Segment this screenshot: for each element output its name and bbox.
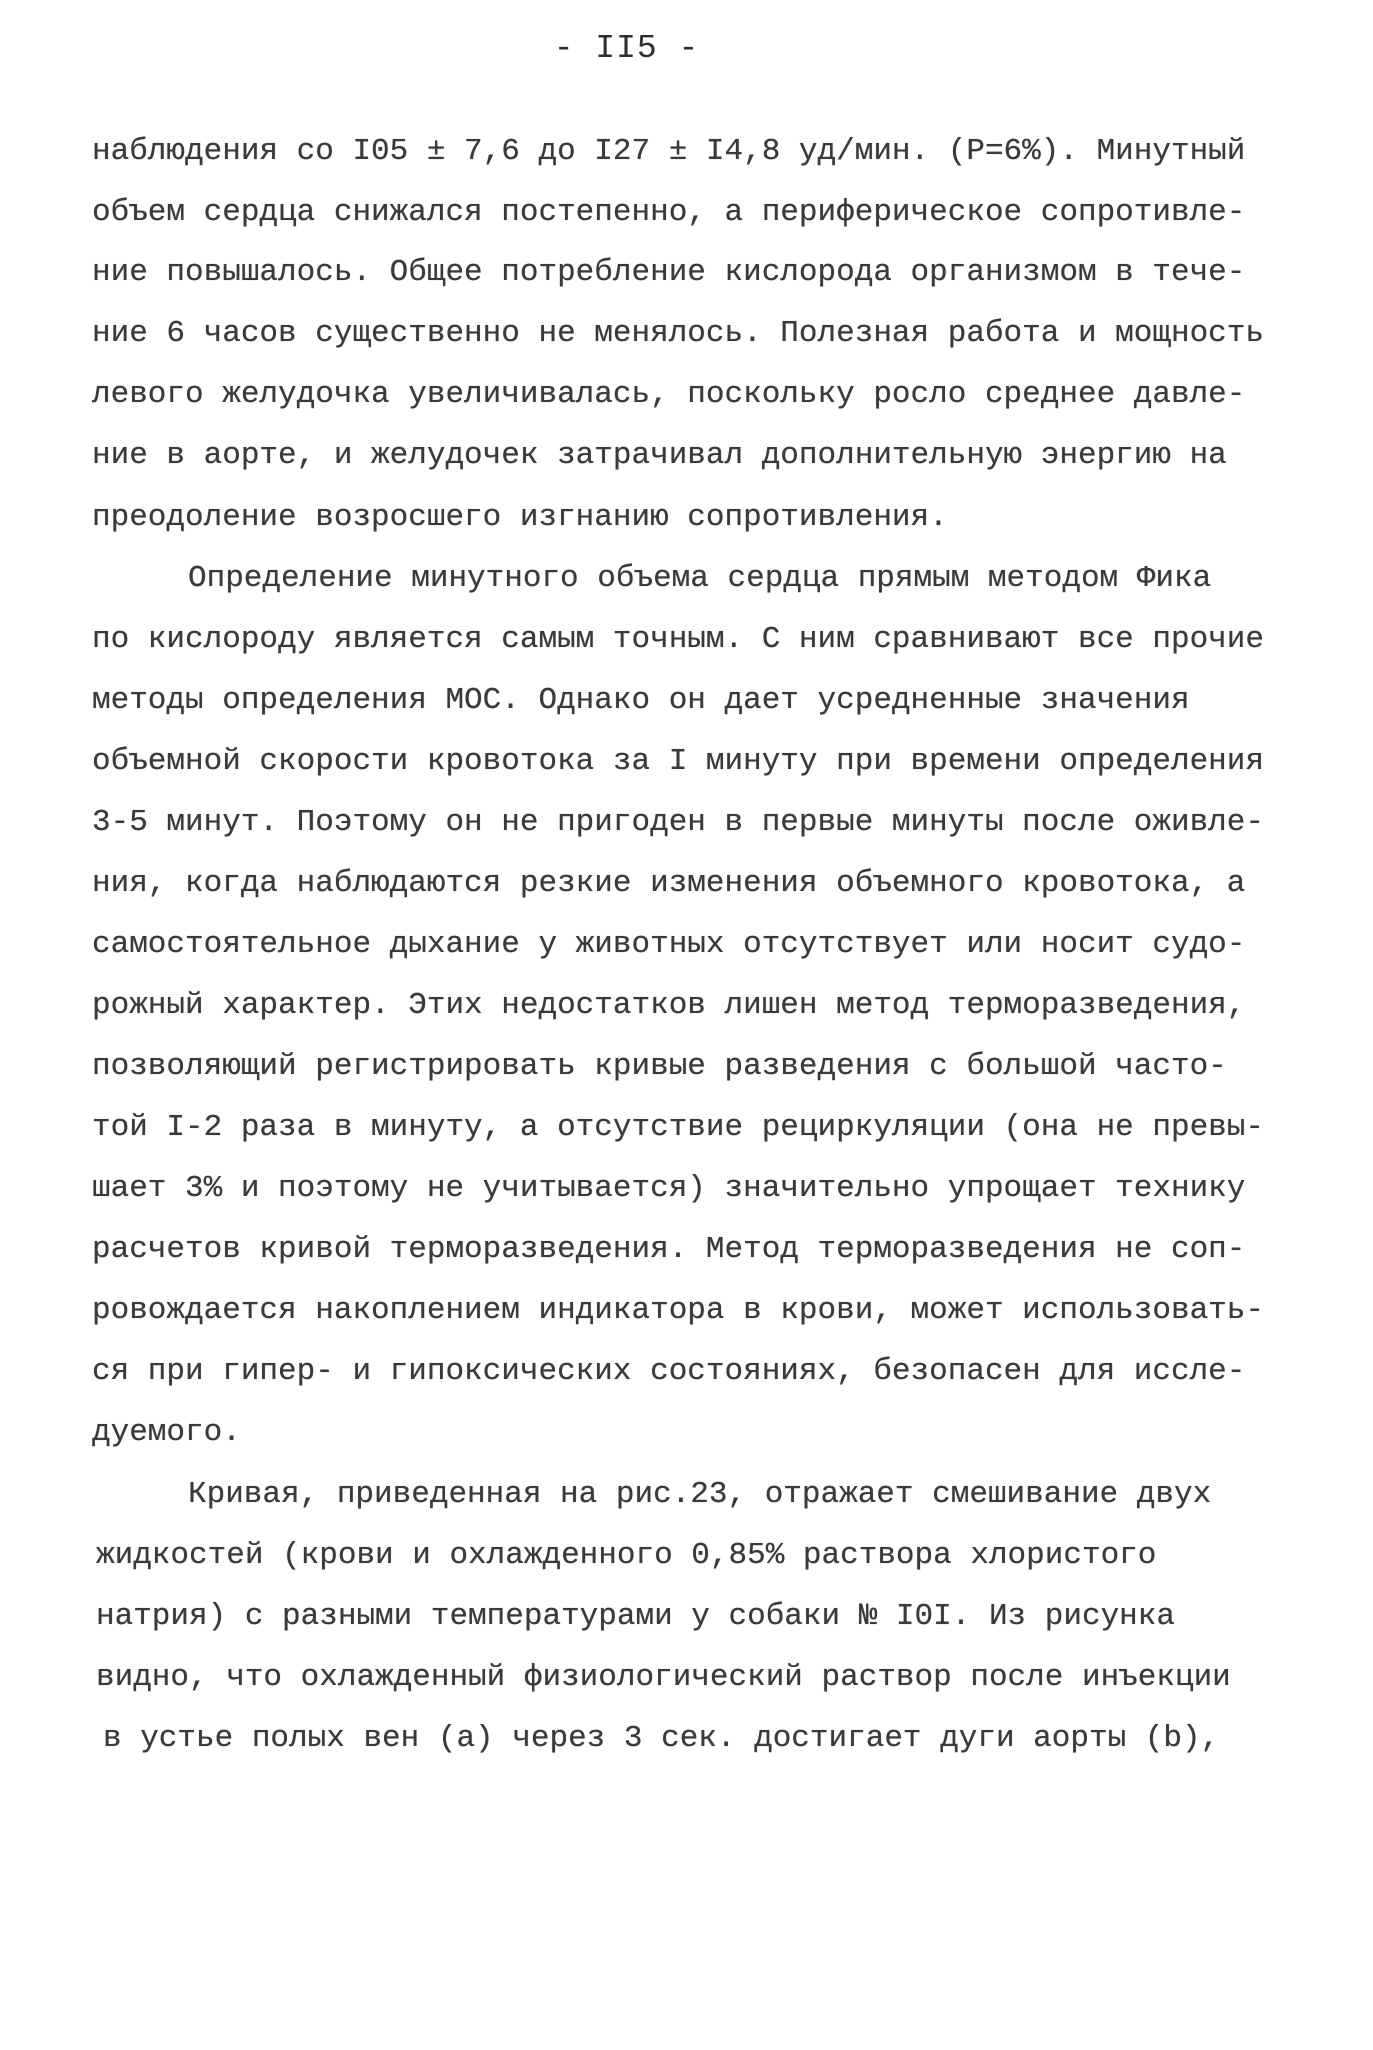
text-line: ся при гипер- и гипоксических состояниях, безопасен для иссле- [92, 1354, 1246, 1389]
text-line: левого желудочка увеличивалась, поскольку росло среднее давле- [92, 377, 1246, 412]
text-line: объем сердца снижался постепенно, а периферическое сопротивле- [92, 195, 1246, 230]
text-line: дуемого. [92, 1415, 241, 1450]
text-line: ние в аорте, и желудочек затрачивал дополнительную энергию на [92, 438, 1227, 473]
paragraph-first-line: Определение минутного объема сердца прямым методом Фика [188, 561, 1212, 596]
text-line: в устье полых вен (а) через 3 сек. достигает дуги аорты (b), [103, 1721, 1220, 1756]
paragraph-first-line: Кривая, приведенная на рис.23, отражает смешивание двух [188, 1477, 1212, 1512]
text-line: натрия) с разными температурами у собаки № I0I. Из рисунка [96, 1599, 1175, 1634]
text-line: той I-2 раза в минуту, а отсутствие рециркуляции (она не превы- [92, 1110, 1264, 1145]
text-line: шает 3% и поэтому не учитывается) значительно упрощает технику [92, 1171, 1246, 1206]
text-line: видно, что охлажденный физиологический раствор после инъекции [96, 1660, 1231, 1695]
text-line: позволяющий регистрировать кривые разведения с большой часто- [92, 1049, 1227, 1084]
text-line: самостоятельное дыхание у животных отсутствует или носит судо- [92, 927, 1246, 962]
text-line: ние 6 часов существенно не менялось. Полезная работа и мощность [92, 316, 1264, 351]
text-line: ния, когда наблюдаются резкие изменения объемного кровотока, а [92, 866, 1246, 901]
text-line: наблюдения со I05 ± 7,6 до I27 ± I4,8 уд/мин. (Р=6%). Минутный [92, 134, 1246, 169]
text-line: 3-5 минут. Поэтому он не пригоден в первые минуты после оживле- [92, 805, 1264, 840]
page-number: - II5 - [553, 30, 700, 67]
text-line: ровождается накоплением индикатора в крови, может использовать- [92, 1293, 1264, 1328]
text-line: ние повышалось. Общее потребление кислорода организмом в тече- [92, 255, 1246, 290]
text-line: объемной скорости кровотока за I минуту при времени определения [92, 744, 1264, 779]
text-line: жидкостей (крови и охлажденного 0,85% раствора хлористого [96, 1538, 1157, 1573]
text-line: преодоление возросшего изгнанию сопротивления. [92, 500, 948, 535]
text-line: по кислороду является самым точным. С ним сравнивают все прочие [92, 622, 1264, 657]
text-line: расчетов кривой терморазведения. Метод терморазведения не соп- [92, 1232, 1246, 1267]
text-line: методы определения МОС. Однако он дает усредненные значения [92, 683, 1190, 718]
text-line: рожный характер. Этих недостатков лишен метод терморазведения, [92, 988, 1246, 1023]
